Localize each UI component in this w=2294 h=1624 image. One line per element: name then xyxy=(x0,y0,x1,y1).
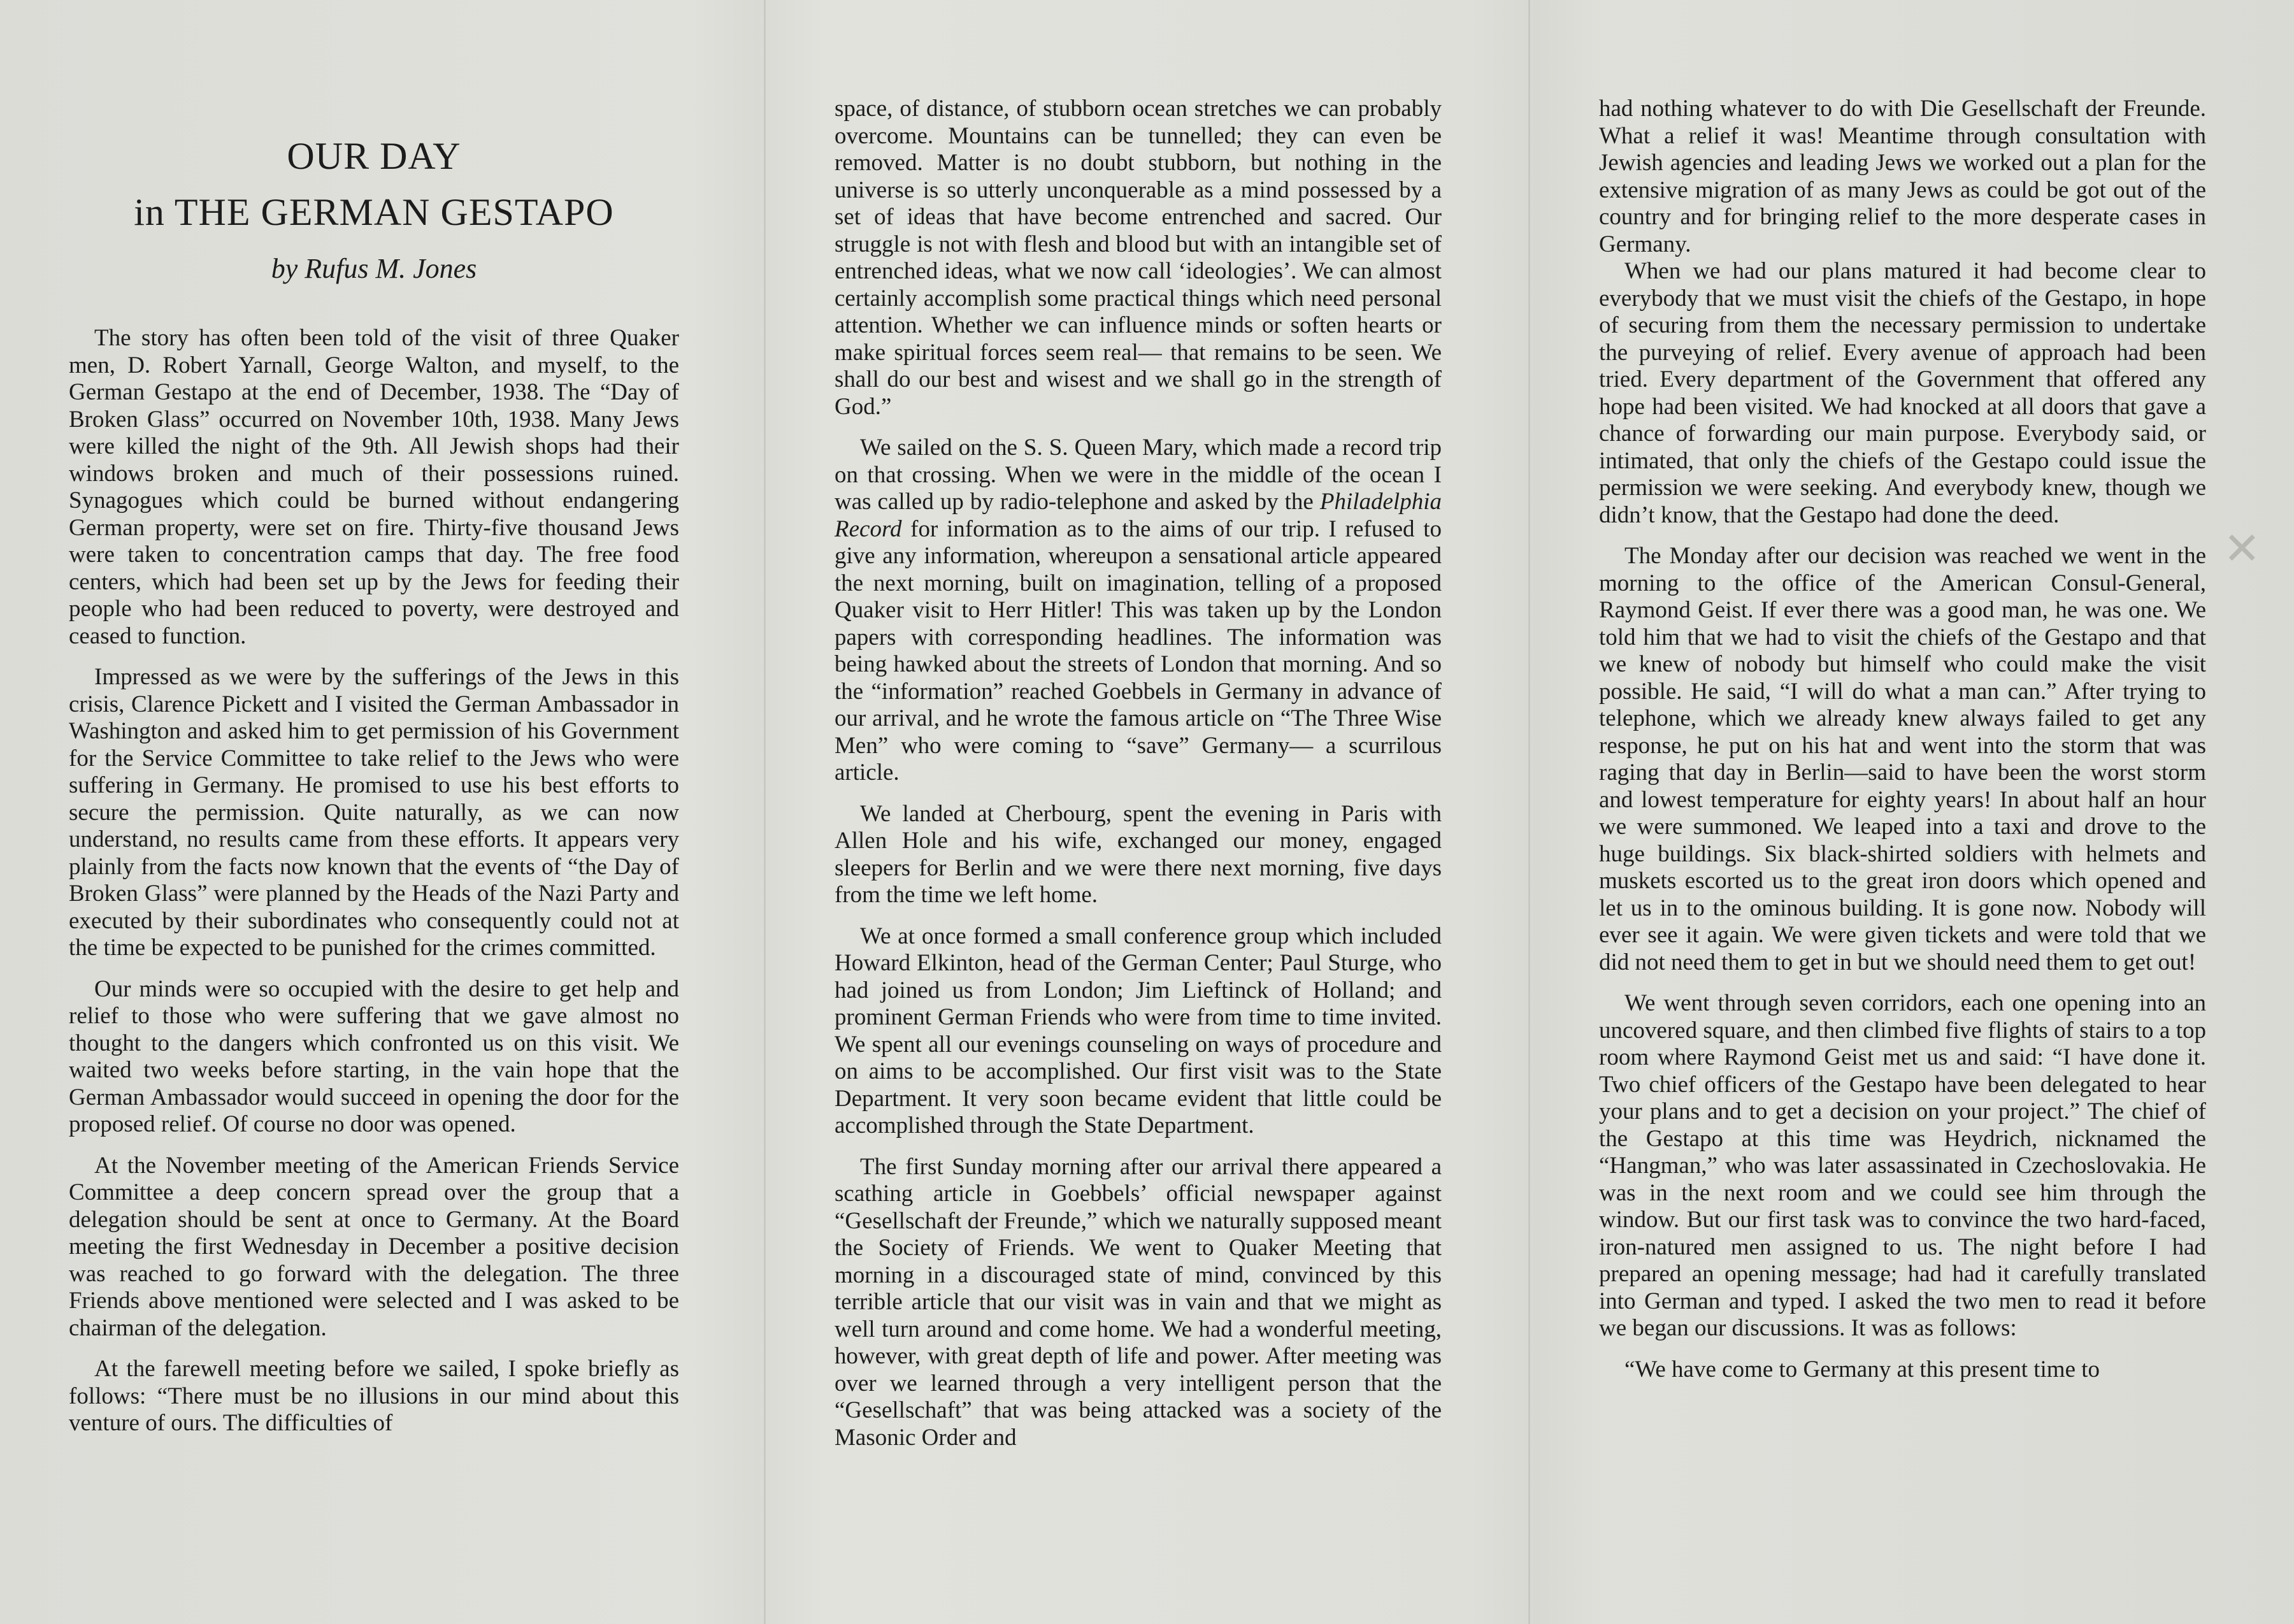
page-fold-left xyxy=(764,0,766,1624)
column-1-body xyxy=(69,325,679,1437)
article-title-line-2: in THE GERMAN GESTAPO xyxy=(134,191,614,233)
page-fold-right xyxy=(1528,0,1530,1624)
column-3-body xyxy=(1599,96,2206,1383)
paragraph: When we had our plans matured it had become clear to everybody that we must visit the chiefs of the Gestapo, in hope of securing from them the necessary permission to undertake the purveying of relief. Every avenue of approach had been tried. Every department of the Government that offered any hope had been visited. We had knocked at all doors that gave a chance of forwarding our main purpose. Everybody said, or intimated, that only the chiefs of the Gestapo could issue the permission we were seeking. And everybody knew, though we didn’t know, that the Gestapo had done the deed. xyxy=(1599,258,2206,528)
paragraph: At the farewell meeting before we sailed, I spoke briefly as follows: “There must be no illusions in our mind about this venture of ours. The difficulties of xyxy=(69,1356,679,1436)
paragraph: We at once formed a small conference group which included Howard Elkinton, head of the German Center; Paul Sturge, who had joined us from London; Jim Lieftinck of Holland; and prominent German Friends who were from time to time invited. We spent all our evenings counseling on ways of procedure and on aims to be accomplished. Our first visit was to the State Department. It very soon became evident that little could be accomplished through the State Department. xyxy=(835,923,1442,1139)
paragraph-segment: for information as to the aims of our trip. I refused to give any information, whereupon a sensational article appeared the next morning, built on imagination, telling of a proposed Quaker visit to Herr Hitler! This was taken up by the London papers with corresponding headlines. The information was being hawked about the streets of London that morning. And so the “information” reached Goebbels in Germany in advance of our arrival, and he wrote the famous article on “The Three Wise Men” who were coming to “save” Germany— a scurrilous article. xyxy=(835,515,1442,786)
paragraph-segment: We sailed on the S. S. Queen Mary, which made a record trip on that crossing. When we were in the middle of the ocean I was called up by radio-telephone and asked by the xyxy=(835,435,1442,515)
paragraph: We went through seven corridors, each one opening into an uncovered square, and then climbed five flights of stairs to a top room where Raymond Geist met us and said: “I have done it. Two chief officers of the Gestapo have been delegated to hear your plans and to get a decision on your project.” The chief of the Gestapo at this time was Heydrich, nicknamed the “Hangman,” who was later assassinated in Czechoslovakia. He was in the next room and we could see him through the window. But our first task was to convince the two hard-faced, iron-natured men assigned to us. The night before I had prepared an opening message; had had it carefully translated into German and typed. I asked the two men to read it before we began our discussions. It was as follows: xyxy=(1599,990,2206,1341)
paragraph: “We have come to Germany at this present time to xyxy=(1624,1356,2100,1383)
paragraph: had nothing whatever to do with Die Gesellschaft der Freunde. What a relief it was! Meantime through consultation with Jewish agencies and leading Jews we worked out a plan for the extensive migration of as many Jews as could be got out of the country and for bringing relief to the more desperate cases in Germany. xyxy=(1599,96,2206,257)
paragraph: Our minds were so occupied with the desire to get help and relief to those who were suffering that we gave almost no thought to the dangers which confronted us on this visit. We waited two weeks before starting, in the vain hope that the German Ambassador would succeed in opening the door for the proposed relief. Of course no door was opened. xyxy=(69,975,679,1137)
paragraph: space, of distance, of stubborn ocean stretches we can probably overcome. Mountains can be tunnelled; they can even be removed. Matter is no doubt stubborn, but nothing in the universe is so utterly unconquerable as a mind possessed by a set of ideas that have become entrenched and sacred. Our struggle is not with flesh and blood but with an intangible set of entrenched ideas, what we now call ‘ideologies’. We can almost certainly accomplish some practical things which need personal attention. Whether we can influence minds or soften hearts or make spiritual forces seem real— that remains to be seen. We shall do our best and wisest and we shall go in the strength of God.” xyxy=(835,96,1442,420)
article-byline: by Rufus M. Jones xyxy=(271,253,477,284)
column-2 xyxy=(835,96,1442,1451)
paragraph: Impressed as we were by the sufferings of the Jews in this crisis, Clarence Pickett and I visited the German Ambassador in Washington and asked him to get permission of his Government for the Service Committee to take relief to the Jews who were suffering in Germany. He promised to use his best efforts to secure the permission. Quite naturally, as we can now understand, no results came from these efforts. It appears very plainly from the facts now known that the events of “the Day of Broken Glass” were planned by the Heads of the Nazi Party and executed by their subordinates who consequently could not at the time be expected to be punished for the crimes committed. xyxy=(69,664,679,961)
article-title-block xyxy=(69,134,679,285)
paragraph: The Monday after our decision was reached we went in the morning to the office of the American Consul-General, Raymond Geist. If ever there was a good man, he was one. We told him that we had to visit the chiefs of the Gestapo and that we knew of nobody but himself who could make the visit possible. He said, “I will do what a man can.” After trying to telephone, which we already knew always failed to get any response, he put on his hat and went into the storm that was raging that day in Berlin—said to have been the worst storm and lowest temperature for eighty years! In about half an hour we were summoned. We leaped into a taxi and drove to the huge buildings. Six black-shirted soldiers with helmets and muskets escorted us to the great iron doors which opened and let us in to the ominous building. It is gone now. Nobody will ever see it again. We were given tickets and were told that we did not need them to get in but we should need them to get out! xyxy=(1599,543,2206,975)
paragraph: At the November meeting of the American Friends Service Committee a deep concern spread over the group that a delegation should be sent at once to Germany. At the Board meeting the first Wednesday in December a positive decision was reached to go forward with the delegation. The three Friends above mentioned were selected and I was asked to be chairman of the delegation. xyxy=(69,1152,679,1341)
paragraph xyxy=(835,435,1442,787)
column-2-body xyxy=(835,96,1442,1451)
newspaper-name: Philadelphia Record xyxy=(835,489,1442,542)
paragraph: The first Sunday morning after our arrival there appeared a scathing article in Goebbels’ official newspaper against “Gesellschaft der Freunde,” which we naturally supposed meant the Society of Friends. We went to Quaker Meeting that morning in a discouraged state of mind, convinced by this terrible article that our visit was in vain and that we might as well turn around and come home. We had a wonderful meeting, however, with great depth of life and power. After meeting was over we learned through a very intelligent person that the “Gesellschaft” that was being attacked was a society of the Masonic Order and xyxy=(835,1153,1442,1451)
column-3 xyxy=(1599,96,2206,1383)
paragraph: We landed at Cherbourg, spent the evening in Paris with Allen Hole and his wife, exchanged our money, engaged sleepers for Berlin and we were there next morning, five days from the time we left home. xyxy=(835,800,1442,908)
paragraph: The story has often been told of the visit of three Quaker men, D. Robert Yarnall, George Walton, and myself, to the German Gestapo at the end of December, 1938. The “Day of Broken Glass” occurred on November 10th, 1938. Many Jews were killed the night of the 9th. All Jewish shops had their windows broken and much of their possessions ruined. Synagogues which could be burned without endangering German property, were set on fire. Thirty-five thousand Jews were taken to concentration camps that day. The free food centers, which had been set up by the Jews for feeding their people who had been reduced to poverty, were destroyed and ceased to function. xyxy=(69,325,679,649)
article-title-line-1: OUR DAY xyxy=(287,135,461,177)
pencil-cross-mark: ✕ xyxy=(2223,522,2261,575)
